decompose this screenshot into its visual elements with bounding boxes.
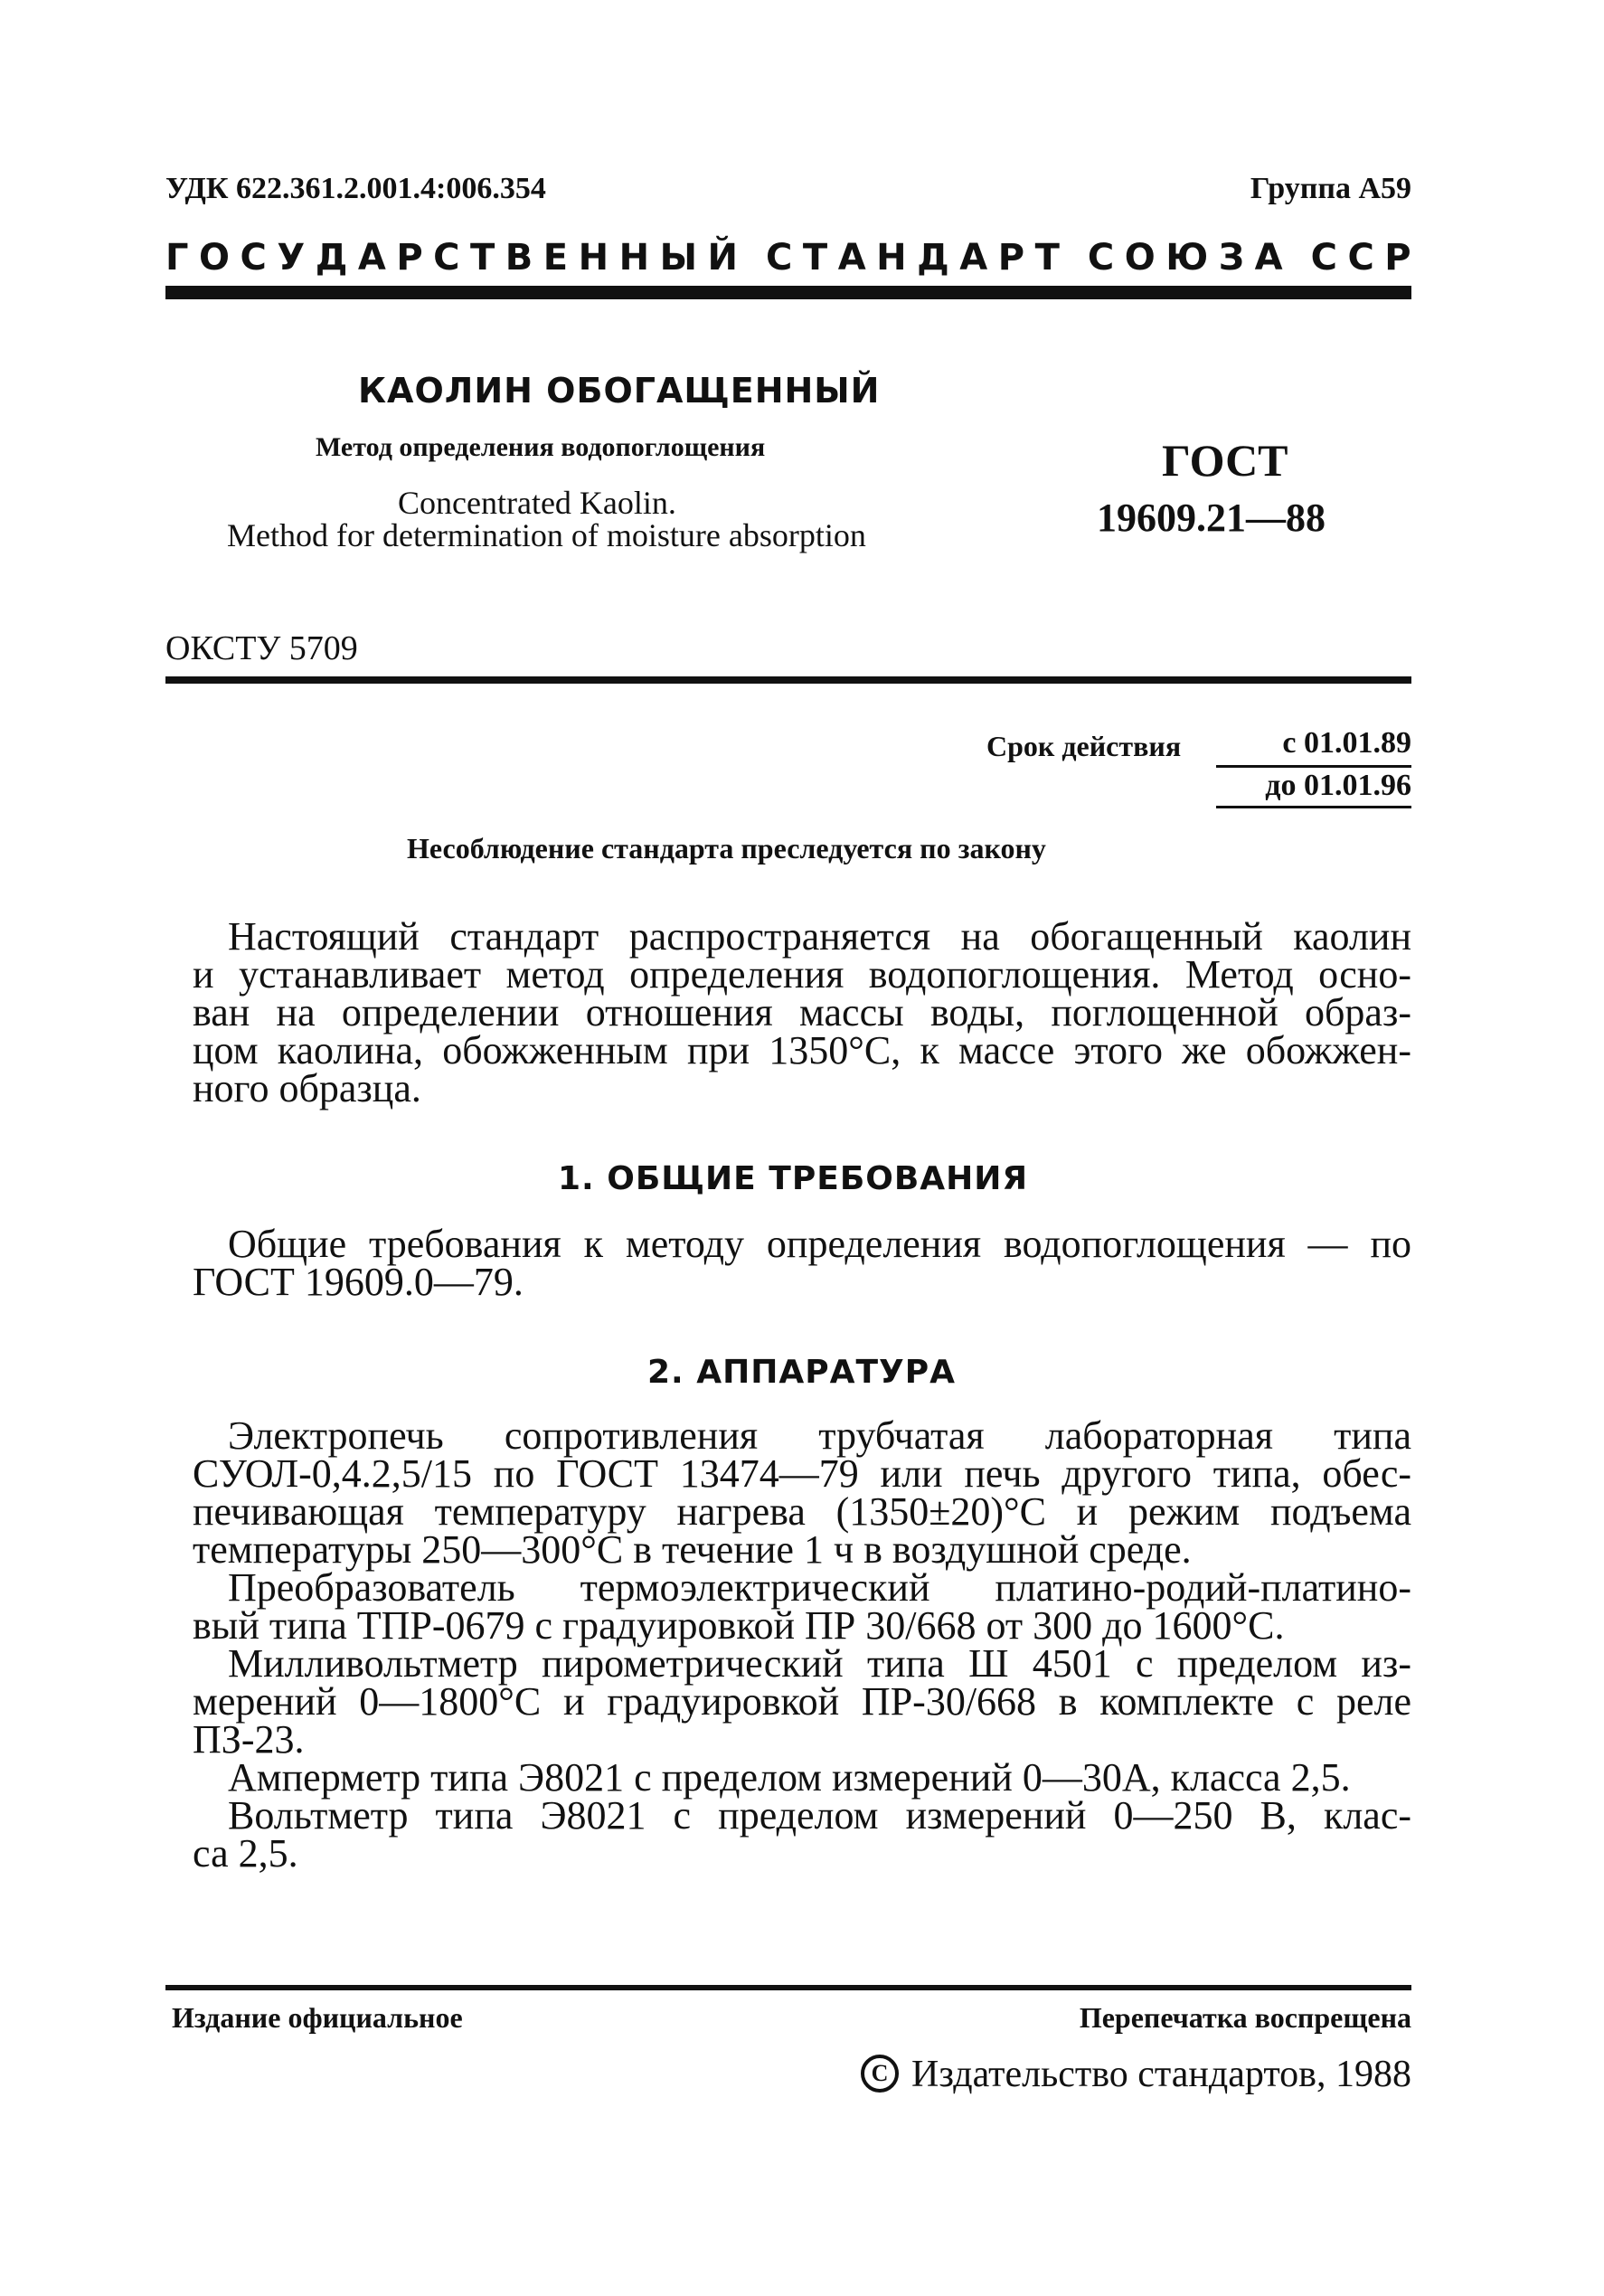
text-line: вый типа ТПР-0679 с градуировкой ПР 30/668 от 300 до 1600°С. — [193, 1603, 1285, 1648]
heading-letter: Ы — [659, 237, 698, 279]
heading-letter: О — [1124, 237, 1156, 279]
text-line: са 2,5. — [193, 1831, 298, 1876]
official-edition-note: Издание официальное — [172, 2001, 463, 2034]
heading-letter: С — [766, 237, 793, 279]
heading-letter: Г — [165, 237, 189, 279]
heading-letter: С — [433, 237, 460, 279]
copyright-text: Издательство стандартов, 1988 — [911, 2054, 1411, 2095]
heading-letter: Н — [618, 237, 650, 279]
heading-letter: Т — [1034, 237, 1060, 279]
heading-letter: А — [837, 237, 866, 279]
heading-letter: С — [1087, 237, 1115, 279]
text-line: СУОЛ-0,4.2,5/15 по ГОСТ 13474—79 или печь другого типа, обес- — [193, 1451, 1411, 1496]
udc-code: УДК 622.361.2.001.4:006.354 — [165, 172, 546, 205]
group-code: Группа А59 — [1250, 172, 1411, 205]
heading-letter: У — [277, 237, 306, 279]
document-title: КАОЛИН ОБОГАЩЕННЫЙ — [358, 371, 881, 411]
validity-label: Срок действия — [986, 730, 1182, 762]
text-line: ван на определении отношения массы воды, поглощенной образ- — [193, 990, 1411, 1035]
english-title-line-2: Method for determination of moisture absorption — [227, 517, 866, 553]
gost-number: 19609.21—88 — [1097, 496, 1326, 540]
gost-label: ГОСТ — [1162, 435, 1288, 486]
section-heading-general-requirements: 1. ОБЩИЕ ТРЕБОВАНИЯ — [558, 1160, 1029, 1197]
text-line: и устанавливает метод определения водопоглощения. Метод осно- — [193, 952, 1411, 997]
text-line: Общие требования к методу определения водопоглощения — по — [228, 1222, 1411, 1266]
text-line: цом каолина, обожженным при 1350°С, к массе этого же обожжен- — [193, 1028, 1411, 1072]
validity-to-underline — [1216, 806, 1411, 808]
heading-letter: С — [1310, 237, 1337, 279]
heading-letter: А — [357, 237, 386, 279]
text-line: ного образца. — [193, 1066, 421, 1110]
heading-letter: Н — [578, 237, 609, 279]
text-line: Милливольтметр пирометрический типа Ш 4501 с пределом из- — [228, 1641, 1411, 1686]
heading-letter: А — [959, 237, 988, 279]
heading-letter: З — [1218, 237, 1245, 279]
heading-letter: Р — [1384, 237, 1411, 279]
section2-paragraphs — [193, 1413, 1411, 1876]
section1-paragraph — [193, 1222, 1411, 1304]
text-line: ПЗ-23. — [193, 1717, 305, 1762]
heading-letter: Е — [543, 237, 569, 279]
text-line: Электропечь сопротивления трубчатая лабораторная типа — [228, 1413, 1411, 1458]
copyright-icon: C — [861, 2055, 899, 2093]
validity-from-underline — [1216, 765, 1411, 768]
heading-letter: Т — [470, 237, 495, 279]
validity-to: до 01.01.96 — [1265, 769, 1411, 802]
intro-paragraph — [193, 914, 1411, 1110]
heading-letter: О — [199, 237, 231, 279]
heading-letter: А — [1254, 237, 1283, 279]
legal-notice: Несоблюдение стандарта преследуется по закону — [407, 832, 1046, 865]
heading-letter: В — [505, 237, 533, 279]
heading-letter: С — [1347, 237, 1374, 279]
heading-letter: Ю — [1165, 237, 1209, 279]
copyright-line — [861, 2053, 1411, 2096]
heading-letter: Р — [396, 237, 423, 279]
document-subtitle: Метод определения водопоглощения — [316, 432, 766, 462]
english-title-line-1: Concentrated Kaolin. — [398, 485, 676, 521]
state-standard-heading — [165, 237, 1411, 279]
text-line: температуры 250—300°С в течение 1 ч в воздушной среде. — [193, 1527, 1192, 1572]
heading-letter — [1293, 237, 1300, 279]
heading-letter: Н — [876, 237, 907, 279]
heading-letter: Й — [707, 237, 739, 279]
text-line: Амперметр типа Э8021 с пределом измерений 0—30А, класса 2,5. — [228, 1755, 1351, 1800]
text-line: ГОСТ 19609.0—79. — [193, 1260, 524, 1304]
heading-letter — [1070, 237, 1077, 279]
heading-letter: Р — [997, 237, 1025, 279]
reprint-prohibited-note: Перепечатка воспрещена — [1079, 2001, 1411, 2034]
text-line: Вольтметр типа Э8021 с пределом измерений 0—250 В, клас- — [228, 1793, 1411, 1838]
heading-letter — [749, 237, 756, 279]
okstu-code: ОКСТУ 5709 — [165, 629, 358, 667]
text-line: печивающая температуру нагрева (1350±20)°С и режим подъема — [193, 1489, 1411, 1534]
heading-letter: С — [240, 237, 267, 279]
bottom-rule — [165, 1985, 1411, 1990]
text-line: Настоящий стандарт распространяется на обогащенный каолин — [228, 914, 1411, 959]
text-line: Преобразователь термоэлектрический платино-родий-платино- — [228, 1565, 1411, 1610]
heading-letter: Т — [802, 237, 828, 279]
middle-rule — [165, 676, 1411, 684]
section-heading-apparatus: 2. АППАРАТУРА — [647, 1354, 957, 1391]
heading-letter: Д — [315, 237, 348, 279]
top-thick-rule — [165, 286, 1411, 299]
heading-letter: Д — [917, 237, 949, 279]
text-line: мерений 0—1800°С и градуировкой ПР-30/668 в комплекте с реле — [193, 1679, 1411, 1724]
validity-from: с 01.01.89 — [1282, 726, 1411, 760]
